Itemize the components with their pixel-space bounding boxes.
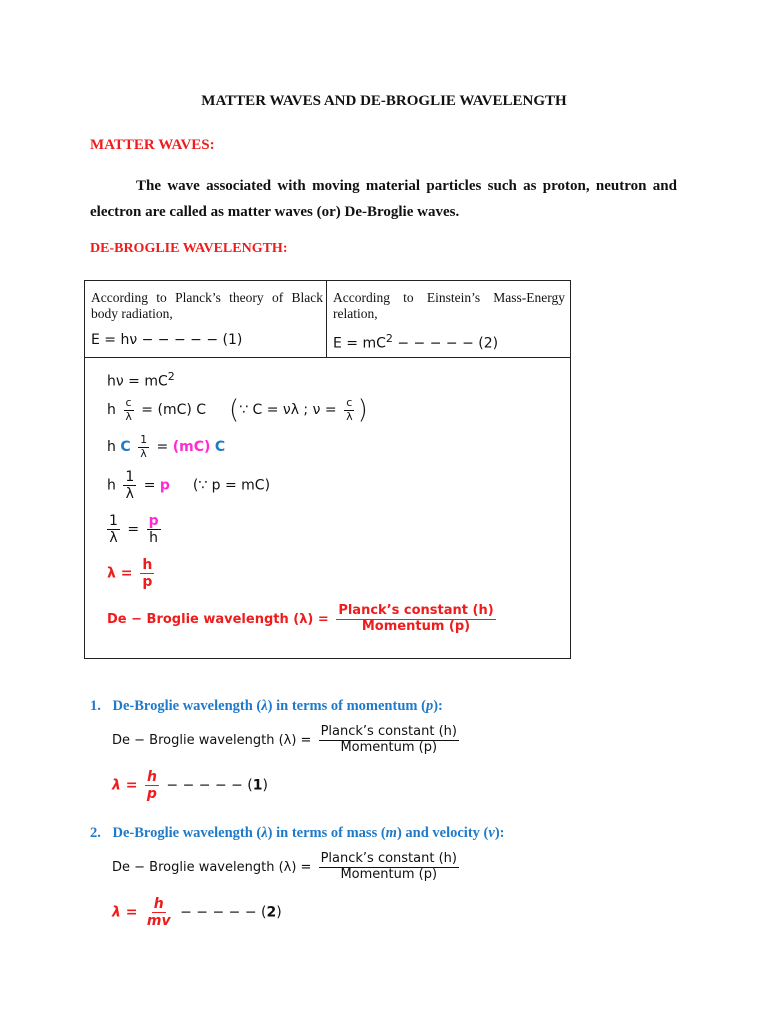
line2-note: ∵ C = νλ ; ν = bbox=[239, 402, 337, 418]
section2-heading-mid2: ) and velocity ( bbox=[396, 825, 489, 841]
line4-fraction bbox=[123, 469, 136, 502]
section1-res-tail: − − − − − ( bbox=[166, 777, 253, 794]
einstein-eq-sup: 2 bbox=[385, 332, 393, 345]
derivation-line-7 bbox=[107, 604, 499, 635]
section1-p: p bbox=[425, 698, 434, 714]
section2-res-lhs: λ = bbox=[112, 904, 138, 921]
line3-h: h bbox=[107, 439, 116, 456]
line4-p: p bbox=[159, 477, 170, 494]
section2-heading-pre: De-Broglie wavelength ( bbox=[112, 825, 262, 841]
section1-res-lhs: λ = bbox=[112, 777, 138, 794]
section1-heading-post: ): bbox=[433, 698, 443, 714]
section2-res-close: ) bbox=[276, 904, 282, 921]
line7-den: Momentum (p) bbox=[361, 618, 471, 634]
line4-h: h bbox=[107, 477, 116, 494]
einstein-eq-prefix: E = mC bbox=[333, 335, 386, 352]
section1-res-close: ) bbox=[262, 777, 268, 794]
section2-res-den: mv bbox=[146, 913, 171, 930]
line6-den: p bbox=[142, 574, 153, 591]
derivation-line-5 bbox=[107, 513, 164, 546]
line3-c: C bbox=[120, 439, 131, 456]
section2-res-fraction bbox=[145, 896, 173, 929]
section2-heading bbox=[90, 825, 504, 842]
line2-close-paren: ) bbox=[357, 395, 368, 425]
line2-rhs: = (mC) C bbox=[141, 402, 207, 418]
line3-c2: C bbox=[214, 439, 226, 456]
section1-eq-lhs: De − Broglie wavelength (λ) = bbox=[112, 732, 312, 748]
line3-eq: = bbox=[156, 439, 169, 456]
line5-rden: h bbox=[149, 530, 159, 547]
section2-eq-den: Momentum (p) bbox=[340, 866, 438, 882]
section1-lambda: λ bbox=[261, 698, 268, 714]
einstein-eq-suffix: − − − − − (2) bbox=[392, 335, 499, 352]
section1-eq-den: Momentum (p) bbox=[340, 739, 438, 755]
section2-equation bbox=[112, 852, 462, 883]
section2-heading-mid: ) in terms of mass ( bbox=[267, 825, 386, 841]
line4-den: λ bbox=[125, 486, 134, 503]
line5-num: 1 bbox=[109, 513, 118, 529]
paragraph-line-1: The wave associated with moving material particles such as proton, neutron and bbox=[136, 178, 677, 194]
planck-equation: E = hν − − − − − (1) bbox=[91, 332, 243, 348]
matter-waves-paragraph bbox=[90, 173, 677, 225]
line3-fraction bbox=[138, 434, 149, 460]
section1-heading-pre: De-Broglie wavelength ( bbox=[112, 698, 262, 714]
section2-v: v bbox=[488, 825, 495, 841]
line7-fraction bbox=[336, 604, 495, 635]
line6-num: h bbox=[142, 557, 153, 573]
line2-open-paren: ( bbox=[228, 395, 240, 425]
line6-lhs: λ = bbox=[107, 565, 133, 582]
section2-eq-num: Planck’s constant (h) bbox=[320, 851, 457, 866]
section2-eq-lhs: De − Broglie wavelength (λ) = bbox=[112, 859, 312, 875]
einstein-equation bbox=[333, 332, 498, 352]
line2-note-fraction bbox=[344, 397, 355, 423]
line5-rnum: p bbox=[148, 513, 159, 529]
line5-eq: = bbox=[127, 521, 140, 538]
derivation-line-3 bbox=[107, 434, 225, 460]
section1-heading bbox=[90, 698, 443, 715]
line2-num: c bbox=[125, 395, 132, 409]
line4-note: (∵ p = mC) bbox=[192, 477, 271, 494]
section2-res-no: 2 bbox=[266, 904, 277, 921]
section2-m: m bbox=[385, 825, 397, 841]
line2-note-num: c bbox=[346, 395, 353, 409]
section2-res-num: h bbox=[153, 896, 164, 912]
line2-den: λ bbox=[125, 409, 132, 423]
page-title: MATTER WAVES AND DE-BROGLIE WAVELENGTH bbox=[201, 93, 567, 109]
line3-num: 1 bbox=[140, 433, 148, 446]
derivation-line-2 bbox=[107, 395, 368, 425]
section1-equation bbox=[112, 725, 462, 756]
section1-eq-fraction bbox=[319, 725, 459, 756]
section1-res-num: h bbox=[146, 769, 157, 785]
section2-number: 2. bbox=[90, 825, 101, 841]
section1-res-fraction bbox=[145, 769, 159, 802]
matter-waves-heading: MATTER WAVES: bbox=[90, 137, 215, 153]
section1-heading-mid: ) in terms of momentum ( bbox=[267, 698, 426, 714]
paragraph-line-2: electron are called as matter waves (or) De-Broglie waves. bbox=[90, 204, 460, 220]
section1-eq-num: Planck’s constant (h) bbox=[320, 724, 457, 739]
derivation-line-6 bbox=[107, 557, 157, 590]
section2-result bbox=[112, 896, 282, 929]
line3-den: λ bbox=[140, 446, 147, 460]
de-broglie-heading: DE-BROGLIE WAVELENGTH: bbox=[90, 241, 288, 256]
line2-h: h bbox=[107, 402, 116, 418]
line4-num: 1 bbox=[125, 469, 135, 485]
section2-lambda: λ bbox=[261, 825, 268, 841]
section1-res-den: p bbox=[146, 786, 157, 803]
section1-res-no: 1 bbox=[252, 777, 263, 794]
derivation-line-4 bbox=[107, 469, 270, 502]
line5-den: λ bbox=[109, 530, 118, 547]
line7-num: Planck’s constant (h) bbox=[338, 603, 494, 618]
line5-fraction-right bbox=[147, 513, 161, 546]
line4-eq: = bbox=[143, 477, 156, 494]
section2-res-tail: − − − − − ( bbox=[180, 904, 267, 921]
line5-fraction-left bbox=[107, 513, 120, 546]
table-cell-planck bbox=[84, 280, 327, 358]
section1-number: 1. bbox=[90, 698, 101, 714]
derivation-line-1 bbox=[107, 370, 175, 390]
einstein-text: According to Einstein’s Mass-Energy relation, bbox=[333, 290, 565, 321]
line7-lhs: De − Broglie wavelength (λ) = bbox=[107, 611, 329, 627]
section2-eq-fraction bbox=[319, 852, 459, 883]
line2-fraction bbox=[123, 397, 134, 423]
section1-result bbox=[112, 769, 268, 802]
line1-prefix: hν = mC bbox=[107, 373, 168, 390]
table-cell-einstein bbox=[326, 280, 571, 358]
line1-sup: 2 bbox=[167, 370, 175, 383]
line6-fraction bbox=[140, 557, 154, 590]
line3-mc: (mC) bbox=[172, 439, 211, 456]
section2-heading-post: ): bbox=[494, 825, 505, 841]
line2-note-den: λ bbox=[346, 409, 353, 423]
planck-text: According to Planck’s theory of Black body radiation, bbox=[91, 290, 323, 321]
table-cell-derivation bbox=[84, 357, 571, 659]
